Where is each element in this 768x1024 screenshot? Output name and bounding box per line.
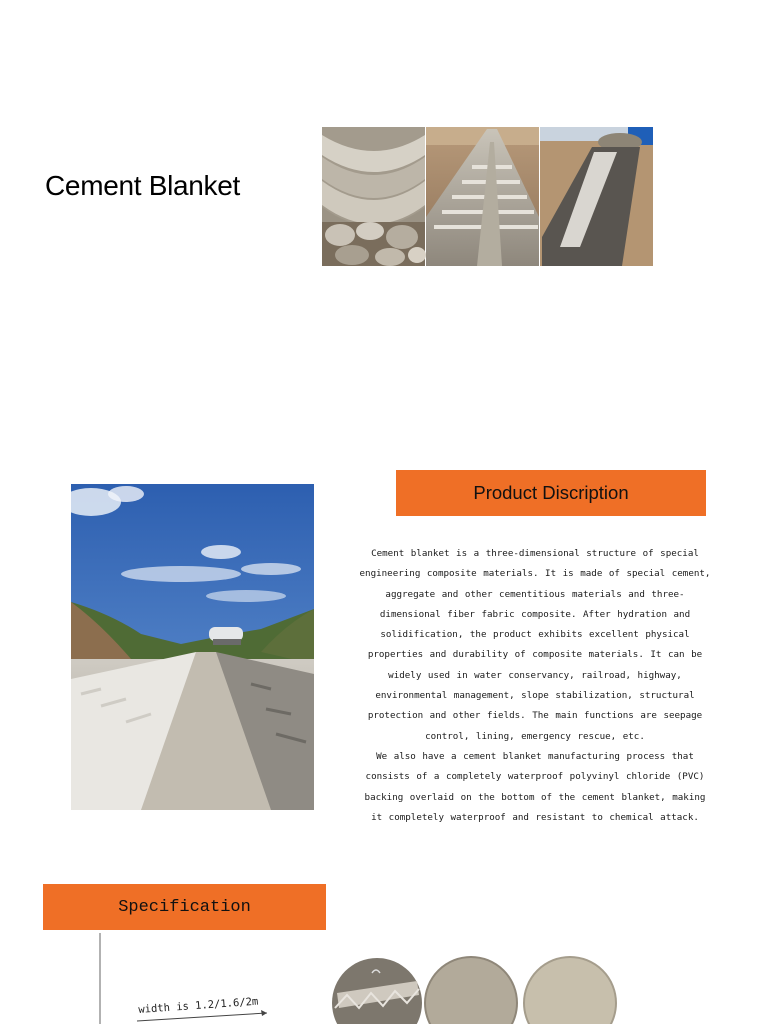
width-label: width is 1.2/1.6/2m <box>138 995 259 1016</box>
specification-heading: Specification <box>118 897 251 917</box>
blanket-fabric-sample <box>425 957 517 1024</box>
description-paragraph: We also have a cement blanket manufacturing process that consists of a completely waterproof polyvinyl chloride (PVC) backing overlaid on the bottom of the cement blanket, making it completely waterproof and resistant to chemical attack. <box>364 750 706 823</box>
product-description-heading: Product Discription <box>473 482 629 503</box>
installation-photo-strip <box>322 127 653 266</box>
ridged-channel-photo <box>426 127 539 266</box>
blanket-roll-photo <box>540 127 653 266</box>
description-paragraph: Cement blanket is a three-dimensional structure of special engineering composite materials. It is made of special cement, aggregate and other cementitious materials and three-dimensional fiber fabric composite. After hydration and solidification, the product exhibits excellent physical properties and durability of composite materials. It can be widely used in water conservancy, railroad, highway, environmental management, slope stabilization, structural protection and other fields. The main functions are seepage control, lining, emergency rescue, etc. <box>359 548 711 742</box>
arrow-head-icon <box>261 1010 267 1016</box>
channel-installation-photo <box>71 484 314 810</box>
page-title: Cement Blanket <box>45 170 241 201</box>
blanket-cross-section-sample <box>332 958 422 1024</box>
product-description-banner <box>396 470 706 516</box>
blanket-surface-sample <box>524 957 616 1024</box>
curved-channel-photo <box>322 127 426 266</box>
product-description-text <box>356 544 714 828</box>
specification-banner <box>43 884 326 930</box>
